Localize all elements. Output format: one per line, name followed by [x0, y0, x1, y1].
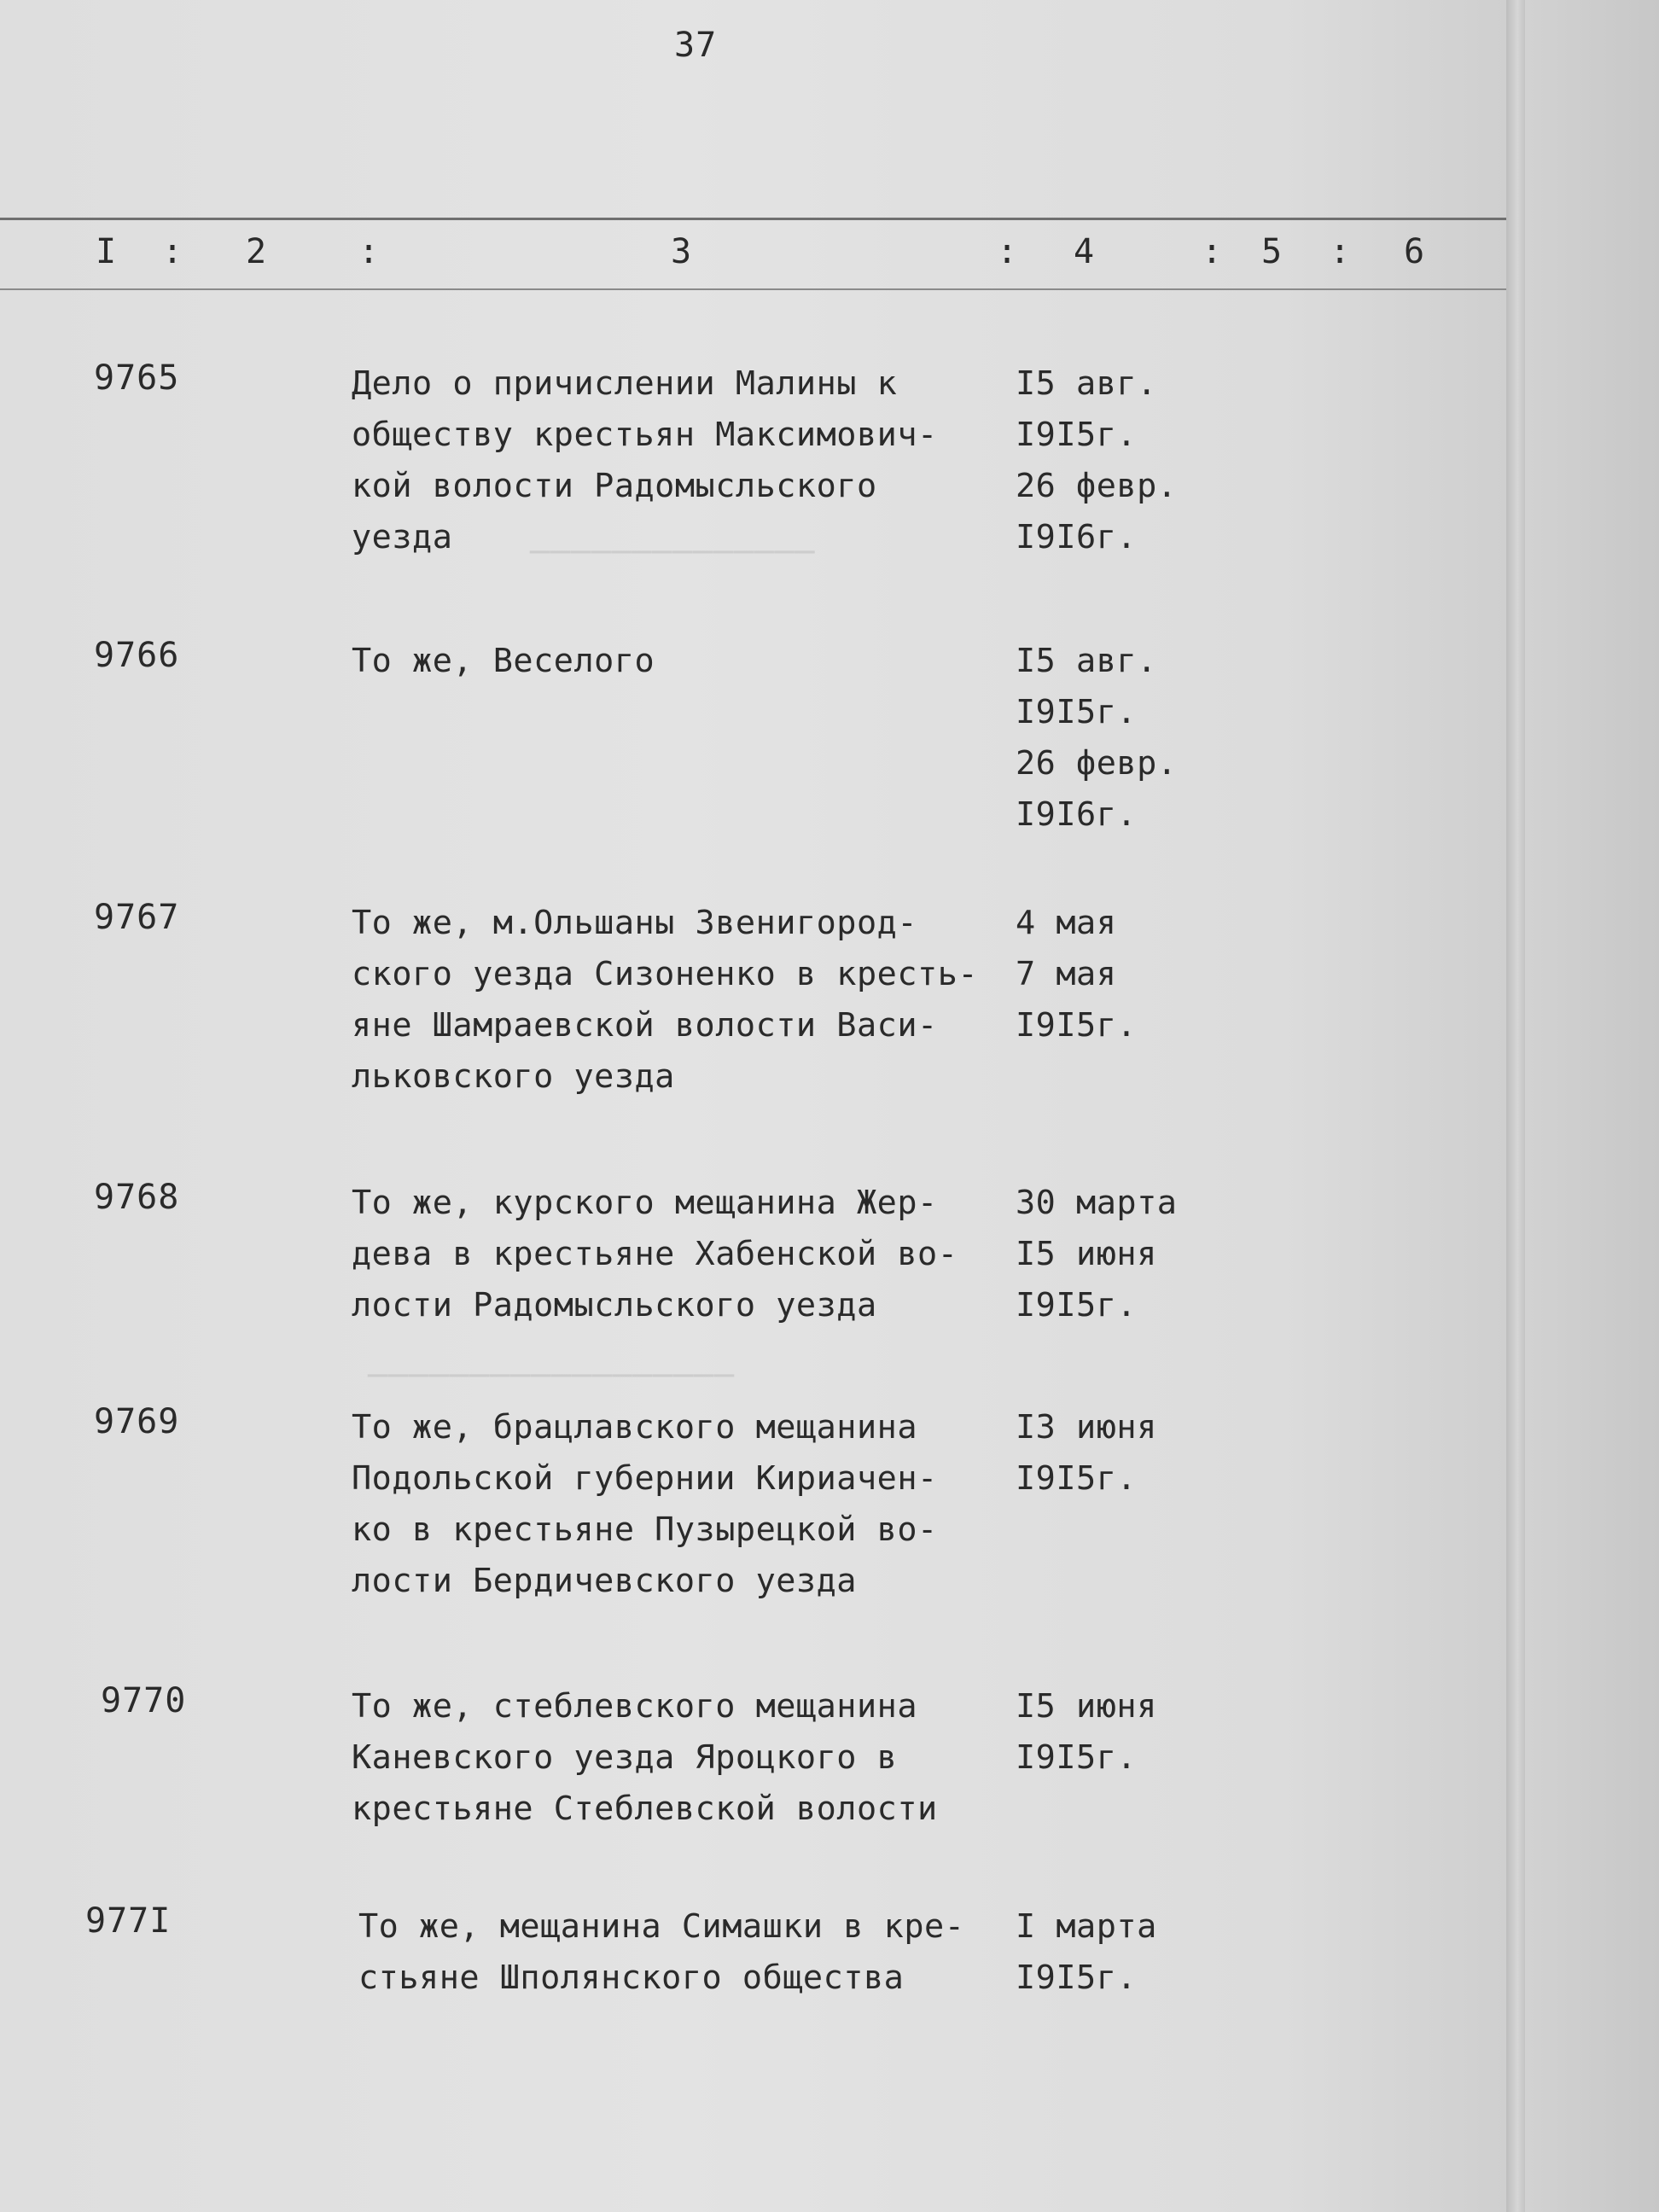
entry-number: 9765 [94, 358, 180, 398]
date-line: I9I6г. [1016, 518, 1138, 556]
date-line: I9I5г. [1016, 693, 1138, 731]
date-line: I3 июня [1016, 1408, 1157, 1447]
date-line: 26 февр. [1016, 744, 1178, 783]
entry-number: 9768 [94, 1178, 180, 1217]
description-line: лости Бердичевского уезда [352, 1562, 857, 1600]
date-line: I9I5г. [1016, 1959, 1138, 1997]
description-line: кой волости Радомысльского [352, 467, 877, 505]
entry-dates [1016, 1901, 1220, 2004]
description-line: То же, м.Ольшаны Звенигород- [352, 904, 918, 942]
column-number-2: 2 [246, 232, 267, 271]
description-line: ко в крестьяне Пузырецкой во- [352, 1511, 938, 1549]
description-line: яне Шамраевской волости Васи- [352, 1006, 938, 1045]
date-line: 26 февр. [1016, 467, 1178, 505]
date-line: 7 мая [1016, 955, 1117, 993]
column-separator: : [358, 232, 380, 271]
description-line: То же, курского мещанина Жер- [352, 1184, 938, 1222]
description-line: льковского уезда [352, 1057, 675, 1096]
date-line: I9I5г. [1016, 1006, 1138, 1045]
date-line: I5 июня [1016, 1235, 1157, 1273]
entry-number: 9766 [94, 636, 180, 675]
column-separator: : [1330, 232, 1351, 271]
description-line: уезда [352, 518, 453, 556]
date-line: 30 марта [1016, 1184, 1178, 1222]
date-line: I9I6г. [1016, 795, 1138, 834]
entry-dates [1016, 1681, 1220, 1784]
column-separator: : [1202, 232, 1223, 271]
description-line: То же, брацлавского мещанина [352, 1408, 918, 1447]
description-line: ского уезда Сизоненко в кресть- [352, 955, 979, 993]
description-line: крестьяне Стеблевской волости [352, 1790, 938, 1828]
column-separator: : [162, 232, 183, 271]
date-line: I5 июня [1016, 1687, 1157, 1726]
entry-dates [1016, 1178, 1220, 1331]
entry-dates [1016, 1402, 1220, 1505]
column-number-4: 4 [1074, 232, 1095, 271]
date-line: 4 мая [1016, 904, 1117, 942]
entry-description [358, 1901, 1024, 2004]
entry-description [352, 636, 1017, 687]
entry-dates [1016, 898, 1220, 1051]
entry-dates [1016, 358, 1220, 563]
entry-number: 9767 [94, 898, 180, 937]
bleed-through-text: ────────────────── [367, 1357, 734, 1394]
column-number-6: 6 [1404, 232, 1425, 271]
description-line: Подольской губернии Кириачен- [352, 1459, 938, 1498]
entry-number: 9770 [101, 1681, 187, 1720]
header-top-rule [0, 218, 1506, 220]
description-line: стьяне Шполянского общества [358, 1959, 905, 1997]
description-line: лости Радомысльского уезда [352, 1286, 877, 1324]
bleed-through-text: ────────────── [529, 533, 815, 571]
column-separator: : [997, 232, 1018, 271]
description-line: дева в крестьяне Хабенской во- [352, 1235, 958, 1273]
column-number-3: 3 [671, 232, 692, 271]
date-line: I5 авг. [1016, 642, 1157, 680]
entry-description [352, 1402, 1017, 1607]
entry-dates [1016, 636, 1220, 841]
date-line: I5 авг. [1016, 364, 1157, 403]
page-number: 37 [674, 26, 718, 65]
page-edge [1506, 0, 1525, 2212]
entry-description [352, 898, 1017, 1103]
date-line: I9I5г. [1016, 1286, 1138, 1324]
date-line: I9I5г. [1016, 416, 1138, 454]
date-line: I9I5г. [1016, 1738, 1138, 1777]
description-line: То же, мещанина Симашки в кре- [358, 1907, 965, 1946]
date-line: I марта [1016, 1907, 1157, 1946]
underlying-sheet [1525, 0, 1659, 2212]
description-line: То же, стеблевского мещанина [352, 1687, 918, 1726]
entry-number: 977I [85, 1901, 172, 1941]
entry-description [352, 1681, 1017, 1835]
description-line: Дело о причислении Малины к [352, 364, 898, 403]
header-bottom-rule [0, 288, 1506, 290]
column-number-5: 5 [1261, 232, 1283, 271]
column-number-1: I [96, 232, 117, 271]
description-line: То же, Веселого [352, 642, 655, 680]
description-line: обществу крестьян Максимович- [352, 416, 938, 454]
entry-description [352, 1178, 1017, 1331]
description-line: Каневского уезда Яроцкого в [352, 1738, 898, 1777]
entry-number: 9769 [94, 1402, 180, 1441]
entry-description [352, 358, 1017, 563]
date-line: I9I5г. [1016, 1459, 1138, 1498]
